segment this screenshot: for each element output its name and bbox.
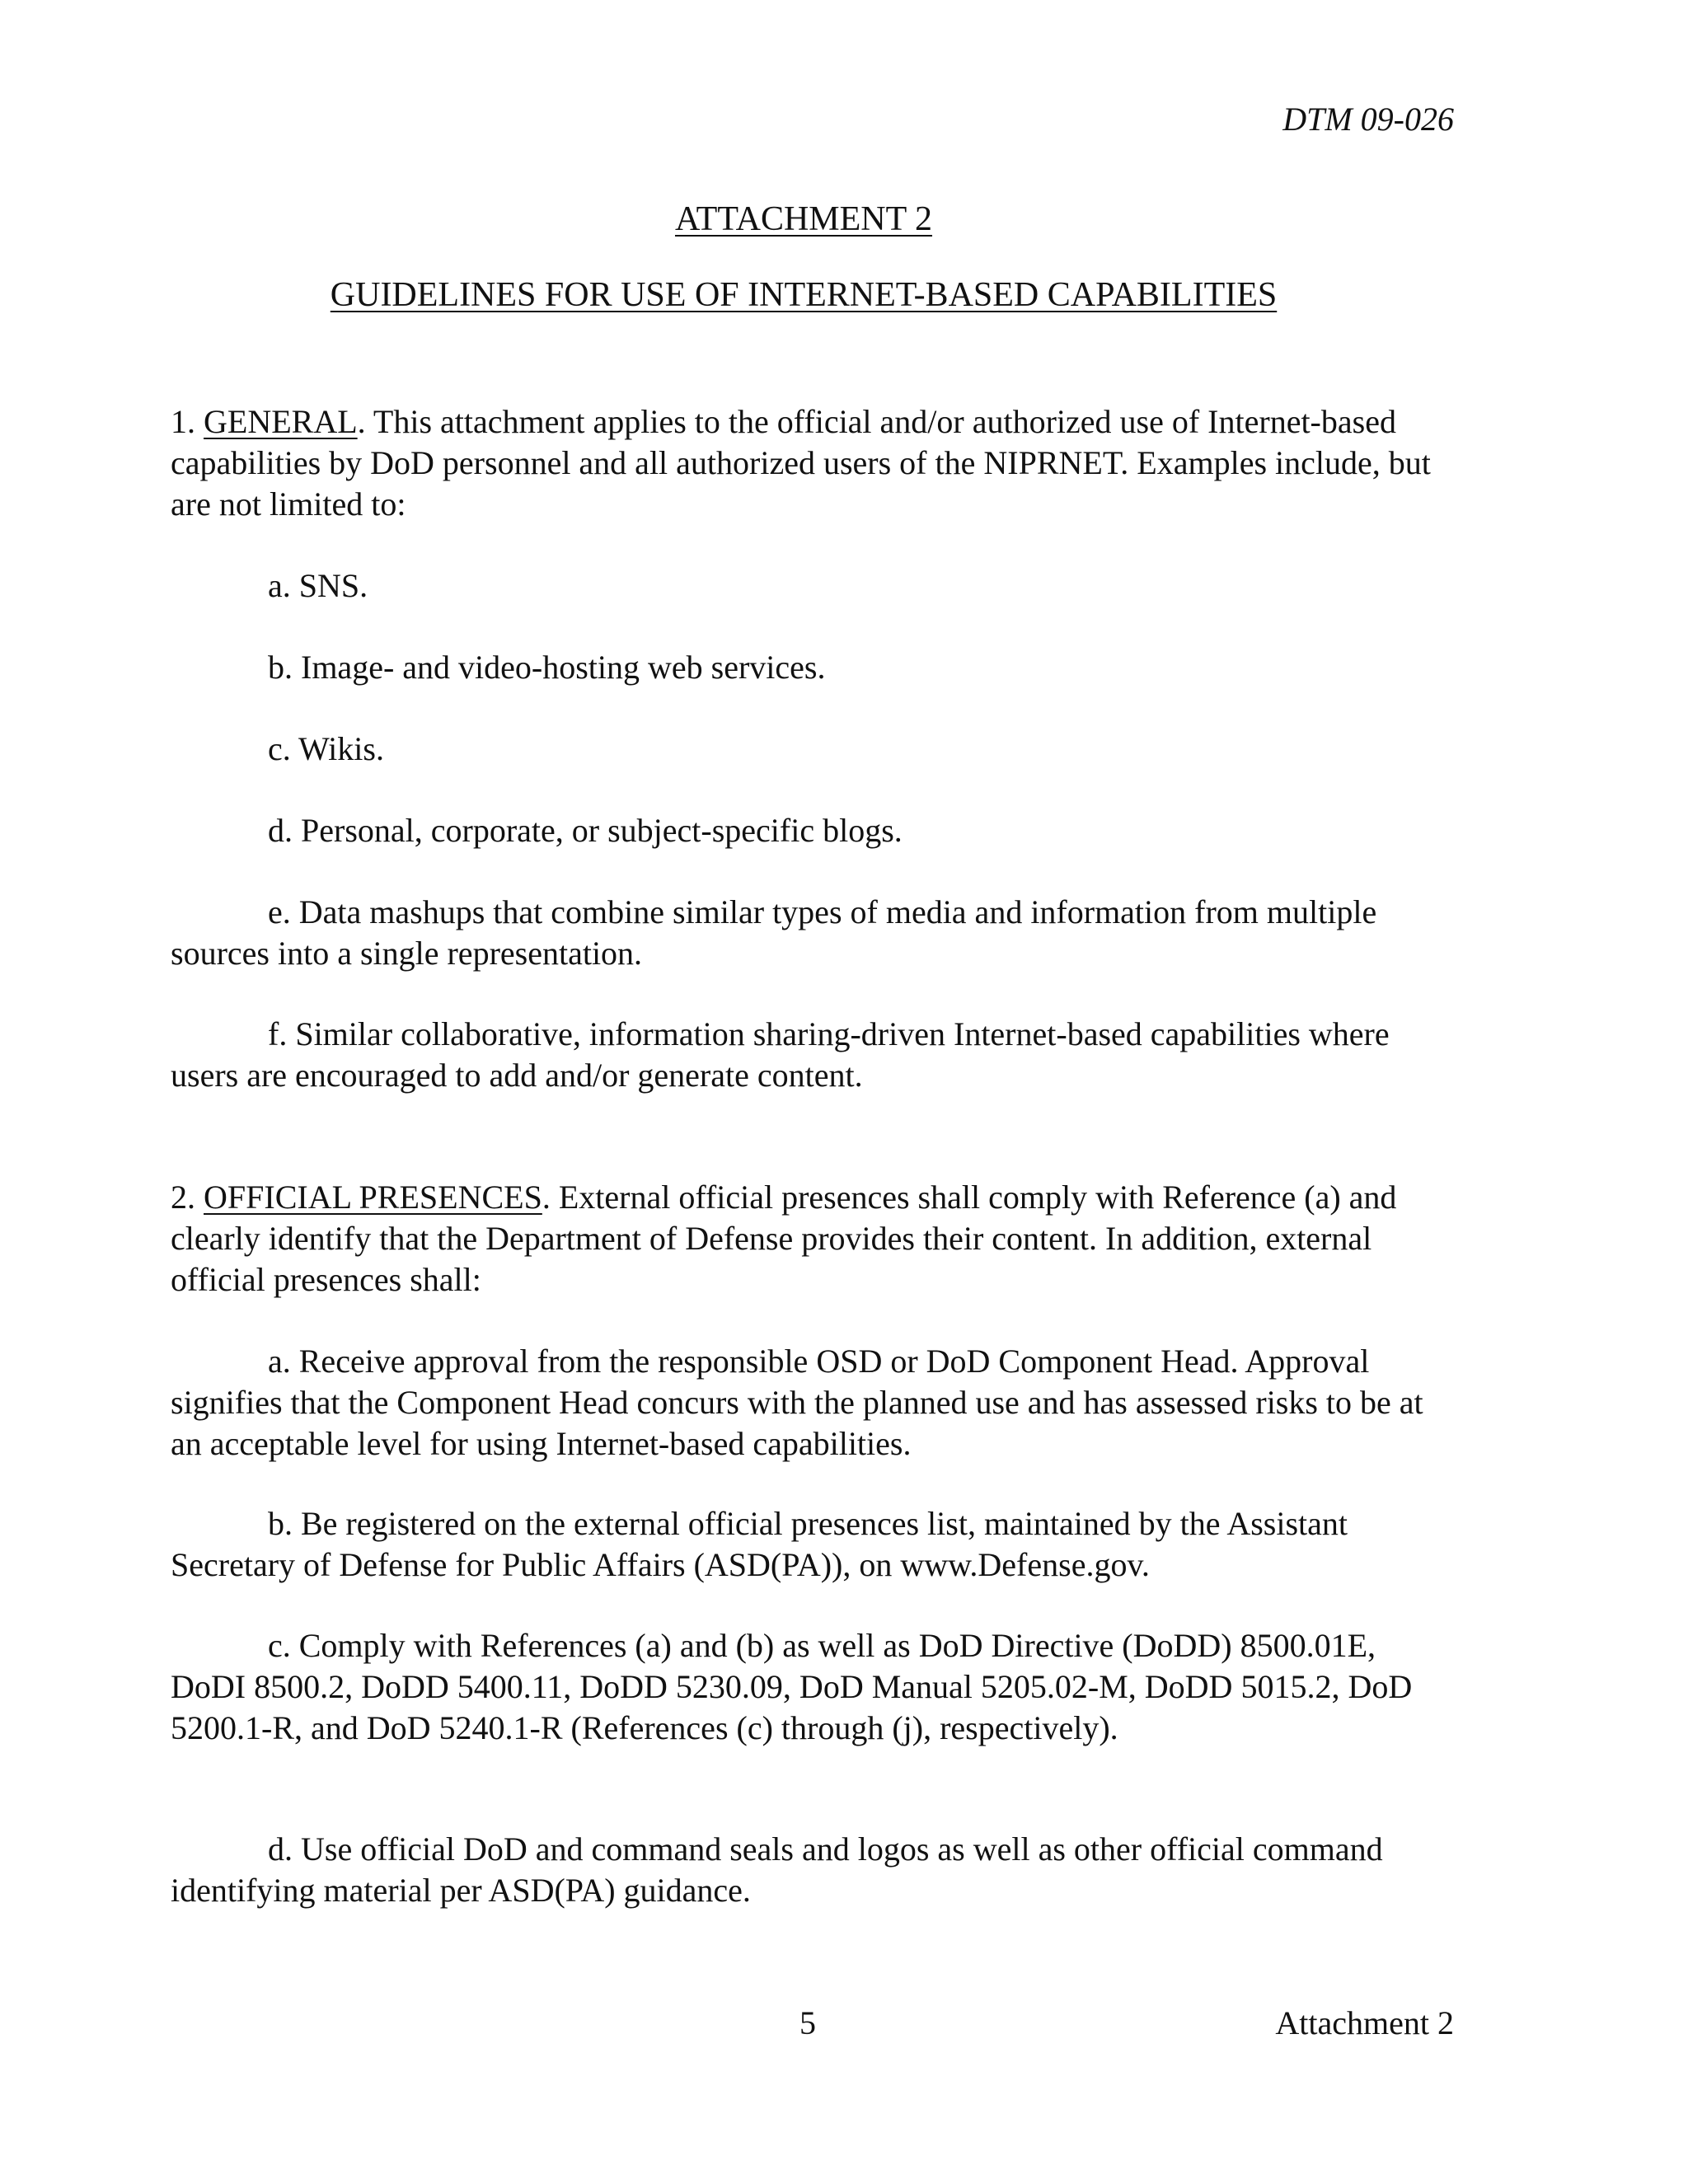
- list-item: b. Be registered on the external official presences list, maintained by the Assistant Secretary of Defense for Public Affairs (ASD(PA)), on www.Defense.gov.: [171, 1505, 1348, 1583]
- section-heading: OFFICIAL PRESENCES: [204, 1179, 542, 1216]
- section-number: 2.: [171, 1179, 195, 1216]
- section-heading: GENERAL: [204, 403, 358, 440]
- list-item: e. Data mashups that combine similar types of media and information from multiple sources into a single representation.: [171, 893, 1377, 972]
- page-number: 5: [799, 2004, 816, 2041]
- list-item: f. Similar collaborative, information sharing-driven Internet-based capabilities where users are encouraged to add and/or generate content.: [171, 1015, 1390, 1094]
- section-number: 1.: [171, 403, 195, 440]
- section-official-presences: [171, 1177, 1456, 1301]
- list-item: a. SNS.: [268, 567, 368, 604]
- footer-attachment-label: Attachment 2: [1275, 2004, 1454, 2041]
- section-text: . This attachment applies to the official and/or authorized use of Internet-based capabilities by DoD personnel and all authorized users of the NIPRNET. Examples include, but are not limited to:: [171, 403, 1431, 523]
- list-item: d. Personal, corporate, or subject-specific blogs.: [268, 812, 903, 849]
- attachment-title: ATTACHMENT 2: [674, 200, 933, 238]
- document-id: DTM 09-026: [1282, 101, 1454, 138]
- list-item: c. Comply with References (a) and (b) as well as DoD Directive (DoDD) 8500.01E, DoDI 8500.2, DoDD 5400.11, DoDD 5230.09, DoD Manual 5205.02-M, DoDD 5015.2, DoD 5200.1-R, and DoD 5240.1-R (References (c) through (j), respectively).: [171, 1627, 1413, 1746]
- list-item: a. Receive approval from the responsible OSD or DoD Component Head. Approval signifies that the Component Head concurs with the planned use and has assessed risks to be at an acceptable level for using Internet-based capabilities.: [171, 1343, 1423, 1462]
- section-text: . External official presences shall comply with Reference (a) and clearly identify that the Department of Defense provides their content. In addition, external official presences shall:: [171, 1179, 1397, 1298]
- guidelines-title: GUIDELINES FOR USE OF INTERNET-BASED CAPABILITIES: [330, 276, 1278, 314]
- list-item: c. Wikis.: [268, 730, 384, 767]
- list-item: b. Image- and video-hosting web services.: [268, 649, 826, 686]
- section-general: [171, 401, 1456, 525]
- list-item: d. Use official DoD and command seals and logos as well as other official command identifying material per ASD(PA) guidance.: [171, 1830, 1383, 1909]
